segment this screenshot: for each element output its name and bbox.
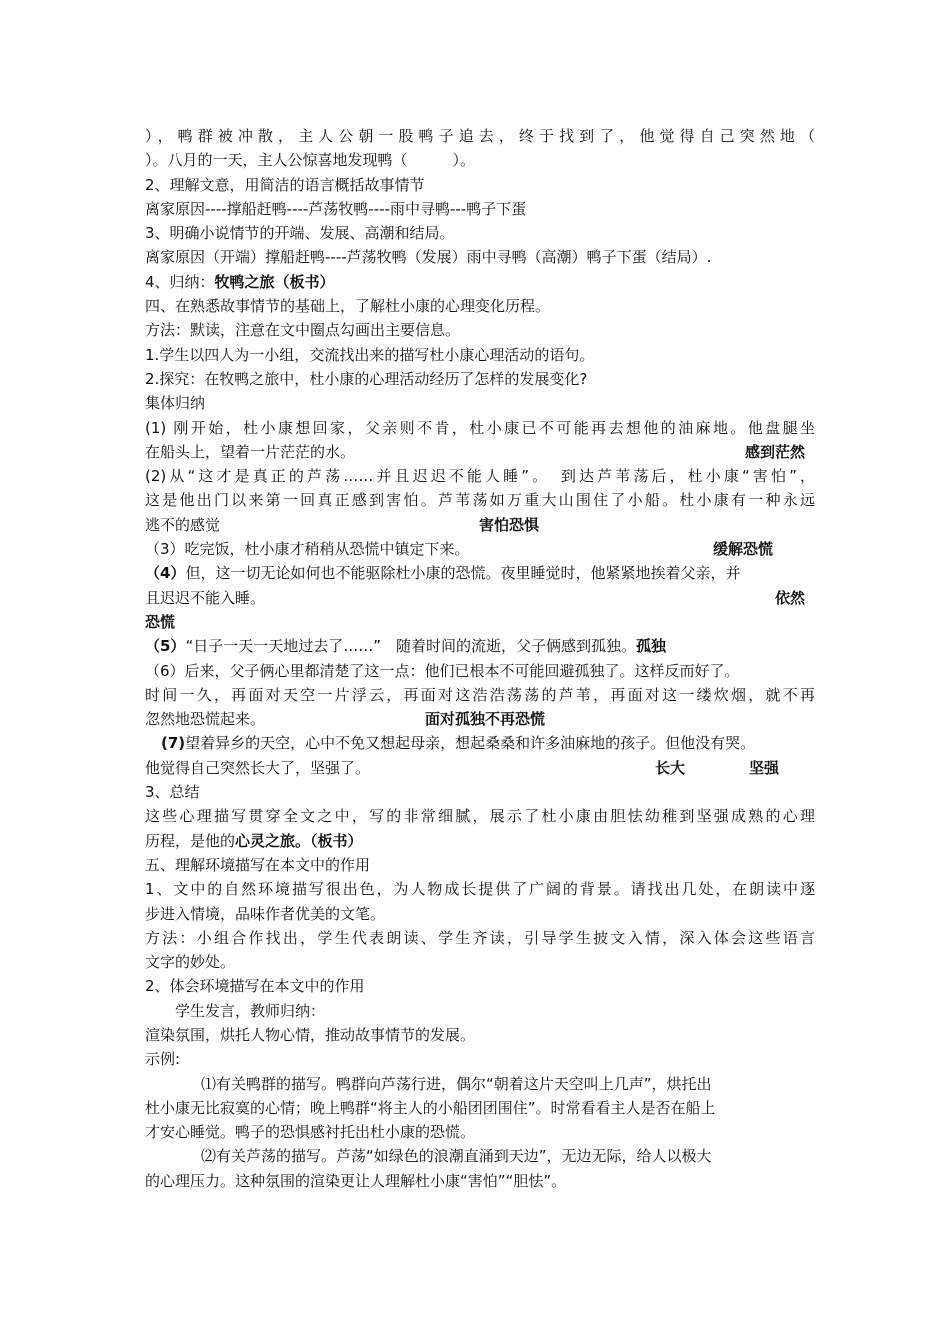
emotion-label: 依然 bbox=[774, 588, 805, 607]
text-line bbox=[145, 440, 815, 464]
text-line: 步进入情境，品味作者优美的文笔。 bbox=[145, 904, 386, 923]
text-line: （6）后来，父子俩心里都清楚了这一点：他们已根本不可能回避孤独了。这样反而好了。 bbox=[145, 661, 740, 680]
line-text: 但，这一切无论如何也不能驱除杜小康的恐慌。夜里睡觉时，他紧紧地挨着父亲，并 bbox=[185, 564, 741, 583]
text-line: 才安心睡觉。鸭子的恐惧感衬托出杜小康的恐慌。 bbox=[145, 1123, 476, 1142]
text-line: 文字的妙处。 bbox=[145, 953, 236, 972]
text-line bbox=[145, 513, 815, 537]
text-line: 这是他出门以来第一回真正感到害怕。芦苇荡如万重大山围住了小船。杜小康有一种永远 bbox=[145, 491, 815, 510]
text-line: ）。八月的一天，主人公惊喜地发现鸭（ ）。 bbox=[145, 151, 476, 170]
emotion-label: 面对孤独不再恐慌 bbox=[425, 710, 546, 729]
board-note: 心灵之旅。（板书） bbox=[235, 831, 363, 850]
text-line bbox=[145, 586, 815, 610]
text-line bbox=[145, 634, 815, 658]
item-number: (7) bbox=[161, 734, 186, 753]
emotion-label: 害怕恐惧 bbox=[479, 515, 540, 534]
section-heading: 四、在熟悉故事情节的基础上，了解杜小康的心理变化历程。 bbox=[145, 297, 551, 316]
text-line bbox=[145, 707, 815, 731]
line-text: 历程，是他的 bbox=[145, 831, 236, 850]
line-text: “日子一天一天地过去了……” 随着时间的流逝，父子俩感到孤独。 bbox=[185, 637, 636, 656]
text-line: 示例: bbox=[145, 1050, 181, 1069]
emotion-label: 孤独 bbox=[635, 637, 666, 656]
text-line: 离家原因----撑船赶鸭----芦荡牧鸭----雨中寻鸭---鸭子下蛋 bbox=[145, 199, 527, 218]
text-line: ⑴有关鸭群的描写。鸭群向芦荡行进，偶尔“朝着这片天空叫上几声”，烘托出 bbox=[201, 1074, 712, 1093]
text-line: 集体归纳 bbox=[145, 394, 206, 413]
text-line: 1.学生以四人为一小组，交流找出来的描写杜小康心理活动的语句。 bbox=[145, 345, 595, 364]
text-line: 2.探究：在牧鸭之旅中，杜小康的心理活动经历了怎样的发展变化? bbox=[145, 369, 588, 388]
text-line: 学生发言，教师归纳： bbox=[175, 1001, 326, 1020]
line-text: 且迟迟不能入睡。 bbox=[145, 588, 266, 607]
text-line: (2)从“这才是真正的芦荡……并且迟迟不能人睡”。 到达芦苇荡后，杜小康“害怕”， bbox=[145, 467, 815, 486]
emotion-label: 坚强 bbox=[749, 758, 780, 777]
text-line: 方法：默读，注意在文中圈点勾画出主要信息。 bbox=[145, 321, 461, 340]
text-line: 1、文中的自然环境描写很出色，为人物成长提供了广阔的背景。请找出几处，在朗读中逐 bbox=[145, 880, 815, 899]
text-line: 时间一久，再面对天空一片浮云，再面对这浩浩荡荡的芦苇，再面对这一缕炊烟，就不再 bbox=[145, 685, 815, 704]
item-number: （5） bbox=[145, 637, 186, 656]
emotion-label: 恐慌 bbox=[145, 612, 176, 631]
line-text: （3）吃完饭，杜小康才稍稍从恐慌中镇定下来。 bbox=[145, 540, 470, 559]
line-prefix: 4、归纳： bbox=[145, 272, 215, 291]
emotion-label: 感到茫然 bbox=[744, 442, 805, 461]
text-line bbox=[145, 537, 815, 561]
text-line: 渲染氛围，烘托人物心情，推动故事情节的发展。 bbox=[145, 1025, 476, 1044]
line-text: 他觉得自己突然长大了，坚强了。 bbox=[145, 758, 371, 777]
text-line bbox=[145, 731, 815, 755]
item-number: （4） bbox=[145, 564, 186, 583]
text-line: ），鸭群被冲散，主人公朝一股鸭子追去，终于找到了，他觉得自己突然地（ bbox=[145, 127, 815, 145]
line-text: 忽然地恐慌起来。 bbox=[145, 710, 266, 729]
line-text: 逃不的感觉 bbox=[145, 515, 221, 534]
text-line: ⑵有关芦荡的描写。芦荡“如绿色的浪潮直涌到天边”，无边无际，给人以极大 bbox=[201, 1147, 712, 1166]
line-text: 在船头上，望着一片茫茫的水。 bbox=[145, 442, 356, 461]
text-line: 这些心理描写贯穿全文之中，写的非常细腻，展示了杜小康由胆怯幼稚到坚强成熟的心理 bbox=[145, 807, 815, 826]
text-line: 杜小康无比寂寞的心情；晚上鸭群“将主人的小船团团围住”。时常看看主人是否在船上 bbox=[145, 1098, 716, 1117]
text-line: 离家原因（开端）撑船赶鸭----芦荡牧鸭（发展）雨中寻鸭（高潮）鸭子下蛋（结局）. bbox=[145, 248, 712, 267]
document-body bbox=[145, 124, 815, 1193]
section-heading: 3、总结 bbox=[145, 783, 200, 802]
line-text: 望着异乡的天空，心中不免又想起母亲，想起桑桑和许多油麻地的孩子。但他没有哭。 bbox=[185, 734, 756, 753]
board-note: 牧鸭之旅（板书） bbox=[214, 272, 335, 291]
emotion-label: 缓解恐慌 bbox=[713, 540, 774, 559]
text-line: (1) 刚开始，杜小康想回家，父亲则不肯，杜小康已不可能再去想他的油麻地。他盘腿坐 bbox=[145, 418, 815, 437]
text-line: 的心理压力。这种氛围的渲染更让人理解杜小康“害怕”“胆怯”。 bbox=[145, 1171, 567, 1190]
section-heading: 3、明确小说情节的开端、发展、高潮和结局。 bbox=[145, 224, 455, 243]
text-line bbox=[145, 756, 815, 780]
emotion-label: 长大 bbox=[655, 758, 686, 777]
text-line: 方法：小组合作找出，学生代表朗读、学生齐读，引导学生披文入情，深入体会这些语言 bbox=[145, 928, 815, 947]
text-line bbox=[145, 829, 815, 853]
section-heading: 2、体会环境描写在本文中的作用 bbox=[145, 977, 365, 996]
section-heading: 2、理解文意，用简洁的语言概括故事情节 bbox=[145, 175, 425, 194]
text-line bbox=[145, 270, 815, 294]
section-heading: 五、理解环境描写在本文中的作用 bbox=[145, 855, 371, 874]
text-line bbox=[145, 561, 815, 585]
